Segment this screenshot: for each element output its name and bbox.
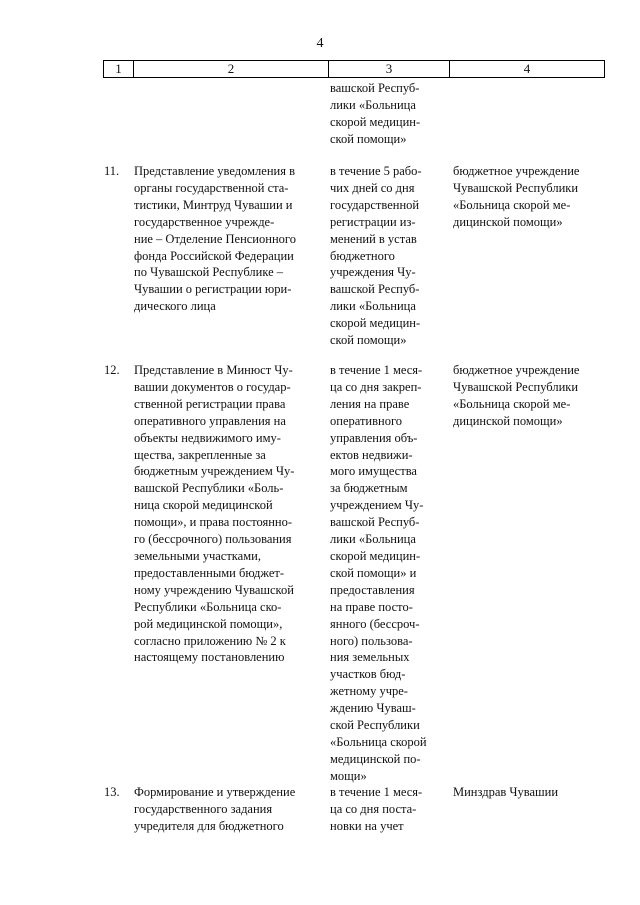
header-col-2: 2 <box>133 61 328 77</box>
table-header <box>103 60 605 78</box>
row-deadline: в течение 1 меся- ца со дня поста- новки на учет <box>330 785 423 833</box>
row-deadline: в течение 1 меся- ца со дня закреп- ления на праве оперативного управления объ- ектов недвижи- мого имущества за бюджетным учреждением Чу- вашской Респуб- лики «Больница скорой медицин- ской помощи» и предоставления на праве посто- янного (бессроч- ного) пользова- ния земельных участков бюд- жетному учре- ждению Чуваш- ской Республики «Больница скорой медицинской по- мощи» <box>330 363 427 783</box>
row-number: 13. <box>104 785 120 799</box>
row-number: 11. <box>104 164 120 178</box>
continuation-deadline: вашской Респуб- лики «Больница скорой медицин- ской помощи» <box>330 81 421 146</box>
page-number: 4 <box>316 36 324 51</box>
row-responsible: бюджетное учреждение Чувашской Республики «Больница скорой ме- дицинской помощи» <box>453 363 580 428</box>
header-col-4: 4 <box>449 61 605 77</box>
header-col-3: 3 <box>328 61 449 77</box>
row-responsible: бюджетное учреждение Чувашской Республики «Больница скорой ме- дицинской помощи» <box>453 164 580 229</box>
row-action: Представление в Минюст Чу- вашии документов о государ- ственной регистрации права оперативного управления на объекты недвижимого иму- щества, закрепленные за бюджетным учреждением Чу- вашской Республики «Боль- ница скорой медицинской помощи», и права постоянно- го (бессрочного) пользования земельными участками, предоставленными бюджет- ному учреждению Чувашской Республики «Больница ско- рой медицинской помощи», согласно приложению № 2 к настоящему постановлению <box>134 363 295 665</box>
row-responsible: Минздрав Чувашии <box>453 785 559 799</box>
header-col-1: 1 <box>103 61 133 77</box>
row-deadline: в течение 5 рабо- чих дней со дня государственной регистрации из- менений в устав бюджетного учреждения Чу- вашской Респуб- лики «Больница скорой медицин- ской помощи» <box>330 164 422 348</box>
row-action: Представление уведомления в органы государственной ста- тистики, Минтруд Чувашии и государственное учрежде- ние – Отделение Пенсионного фонда Российской Федерации по Чувашской Республике – Чувашии о регистрации юри- дического лица <box>134 164 296 314</box>
row-action: Формирование и утверждение государственного задания учредителя для бюджетного <box>134 785 296 833</box>
row-number: 12. <box>104 363 120 377</box>
